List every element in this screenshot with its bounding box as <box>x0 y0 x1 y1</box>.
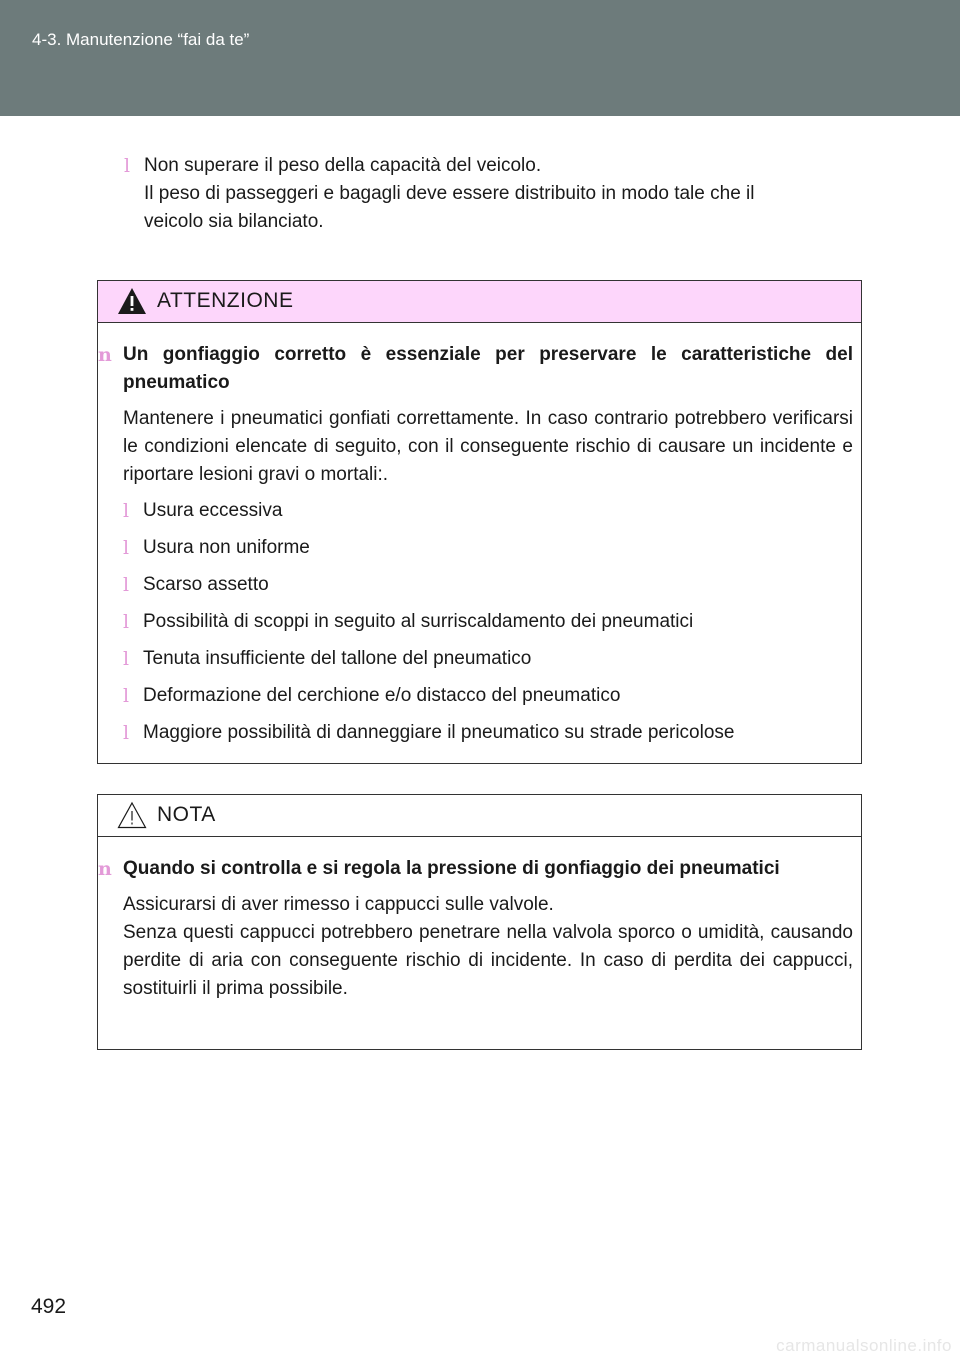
list-item <box>123 571 853 608</box>
warning-triangle-icon <box>116 286 148 316</box>
section-title: 4-3. Manutenzione “fai da te” <box>32 30 250 49</box>
note-paragraph-line: Assicurarsi di aver rimesso i cappucci sulle valvole. <box>123 894 554 915</box>
list-item-text: Deformazione del cerchione e/o distacco del pneumatico <box>143 685 621 706</box>
warning-section-title-text: Un gonfiaggio corretto è essenziale per preservare le caratteristiche del pneumatico <box>123 344 853 393</box>
warning-paragraph: Mantenere i pneumatici gonfiati correttamente. In caso contrario potrebbero verificarsi le condizioni elencate di seguito, con il conseguente rischio di causare un incidente e riportare lesioni gravi o mortali:. <box>123 408 853 485</box>
list-item <box>123 645 853 682</box>
bullet-icon: l <box>123 537 130 559</box>
list-item-text: Usura non uniforme <box>143 537 310 558</box>
bullet-icon: l <box>123 648 130 670</box>
intro-line: veicolo sia bilanciato. <box>144 211 324 232</box>
caution-triangle-icon <box>116 800 148 830</box>
warning-section-title <box>98 341 853 397</box>
list-item <box>123 608 853 645</box>
list-item <box>123 534 853 571</box>
note-section-title-text: Quando si controlla e si regola la pressione di gonfiaggio dei pneumatici <box>123 858 780 879</box>
list-item-text: Possibilità di scoppi in seguito al surriscaldamento dei pneumatici <box>143 611 694 632</box>
warning-item-list <box>123 497 853 756</box>
page-header <box>0 0 960 116</box>
note-box <box>97 794 862 1050</box>
intro-bullet <box>124 152 854 236</box>
intro-line: Non superare il peso della capacità del veicolo. <box>144 155 542 176</box>
warning-title: ATTENZIONE <box>157 289 294 312</box>
page-number: 492 <box>31 1295 67 1318</box>
warning-box <box>97 280 862 764</box>
list-item <box>123 497 853 534</box>
bullet-icon: l <box>123 574 130 596</box>
list-item-text: Usura eccessiva <box>143 500 283 521</box>
list-item-text: Tenuta insufficiente del tallone del pneumatico <box>143 648 532 669</box>
note-box-header <box>98 795 861 837</box>
bullet-icon: l <box>124 155 131 177</box>
warning-body <box>98 323 861 756</box>
note-title: NOTA <box>157 803 216 826</box>
bullet-icon: l <box>123 611 130 633</box>
note-section-title <box>98 855 853 883</box>
bullet-icon: l <box>123 722 130 744</box>
list-item-text: Scarso assetto <box>143 574 269 595</box>
note-paragraph-line: Senza questi cappucci potrebbero penetrare nella valvola sporco o umidità, causando perdite di aria con conseguente rischio di incidente. In caso di perdita dei cappucci, sostituirli il prima possibile. <box>123 922 853 999</box>
intro-line: Il peso di passeggeri e bagagli deve essere distribuito in modo tale che il <box>144 183 755 204</box>
list-item <box>123 719 853 756</box>
warning-box-header <box>98 281 861 323</box>
note-paragraph <box>123 891 853 1003</box>
intro-bullet-item <box>124 152 854 236</box>
bullet-icon: l <box>123 685 130 707</box>
square-bullet-icon: n <box>98 858 112 880</box>
list-item <box>123 682 853 719</box>
list-item-text: Maggiore possibilità di danneggiare il pneumatico su strade pericolose <box>143 722 735 743</box>
square-bullet-icon: n <box>98 344 112 366</box>
bullet-icon: l <box>123 500 130 522</box>
note-body <box>98 837 861 1003</box>
watermark: carmanualsonline.info <box>776 1336 952 1355</box>
